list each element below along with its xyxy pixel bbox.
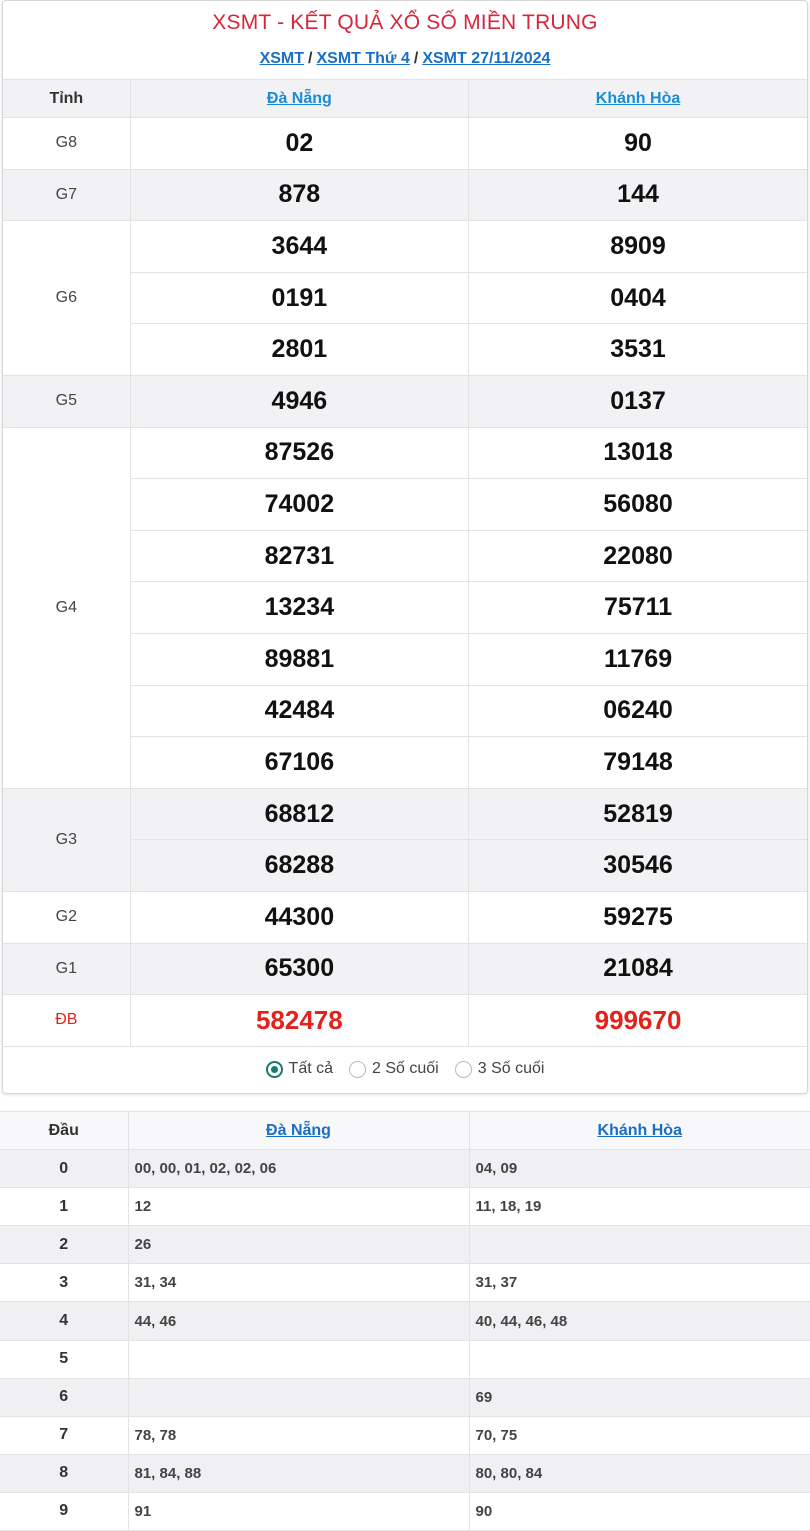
- loto-head-digit: 6: [0, 1378, 128, 1416]
- prize-number-khanh-hoa: 75711: [469, 582, 807, 634]
- loto-values-khanh-hoa: 40, 44, 46, 48: [469, 1302, 810, 1340]
- filter-option-last-3[interactable]: [455, 1060, 545, 1078]
- digit-filter-group: [3, 1045, 807, 1093]
- prize-number-da-nang: 87526: [130, 427, 468, 479]
- loto-values-da-nang: 12: [128, 1188, 469, 1226]
- prize-label: G4: [3, 427, 130, 788]
- prize-number-da-nang: 44300: [130, 891, 468, 943]
- prize-number-da-nang: 02: [130, 118, 468, 170]
- head-column-header: Đầu: [0, 1112, 128, 1150]
- prize-number-khanh-hoa: 56080: [469, 479, 807, 531]
- filter-option-all[interactable]: [266, 1060, 333, 1078]
- loto-row: [0, 1378, 810, 1416]
- loto-values-da-nang: 00, 00, 01, 02, 02, 06: [128, 1150, 469, 1188]
- province-header-da-nang: [130, 80, 468, 118]
- loto-head-digit: 4: [0, 1302, 128, 1340]
- filter-option-label: Tất cả: [288, 1060, 334, 1077]
- prize-number-da-nang: 13234: [130, 582, 468, 634]
- prize-number-da-nang: 0191: [130, 272, 468, 324]
- prize-number-da-nang: 68288: [130, 840, 468, 892]
- loto-values-da-nang: [128, 1340, 469, 1378]
- loto-values-khanh-hoa: 11, 18, 19: [469, 1188, 810, 1226]
- filter-option-label: 3 Số cuối: [477, 1060, 545, 1077]
- prize-number-khanh-hoa: 52819: [469, 788, 807, 840]
- filter-option-label: 2 Số cuối: [372, 1060, 439, 1077]
- loto-values-da-nang: 31, 34: [128, 1264, 469, 1302]
- loto-row: [0, 1188, 810, 1226]
- prize-number-khanh-hoa: 13018: [469, 427, 807, 479]
- loto-row: [0, 1492, 810, 1530]
- loto-values-khanh-hoa: 31, 37: [469, 1264, 810, 1302]
- radio-icon[interactable]: [455, 1061, 472, 1078]
- prize-number-da-nang: 582478: [130, 995, 468, 1047]
- loto-values-da-nang: 26: [128, 1226, 469, 1264]
- loto-values-khanh-hoa: 69: [469, 1378, 810, 1416]
- page-title: XSMT - KẾT QUẢ XỔ SỐ MIỀN TRUNG: [212, 11, 598, 34]
- prize-label: G6: [3, 221, 130, 376]
- province-link-da-nang[interactable]: Đà Nẵng: [266, 89, 332, 107]
- filter-option-last-2[interactable]: [349, 1060, 439, 1078]
- prize-row: [3, 891, 807, 943]
- loto-row: [0, 1302, 810, 1340]
- breadcrumb: [3, 50, 807, 68]
- prize-row: [3, 788, 807, 840]
- loto-values-khanh-hoa: 90: [469, 1492, 810, 1530]
- prize-number-da-nang: 42484: [130, 685, 468, 737]
- loto-province-link-khanh-hoa[interactable]: Khánh Hòa: [597, 1121, 682, 1139]
- loto-head-digit: 0: [0, 1150, 128, 1188]
- loto-row: [0, 1264, 810, 1302]
- loto-values-da-nang: [128, 1378, 469, 1416]
- breadcrumb-separator: /: [413, 50, 419, 67]
- province-link-khanh-hoa[interactable]: Khánh Hòa: [595, 89, 681, 107]
- loto-head-digit: 8: [0, 1454, 128, 1492]
- prize-number-da-nang: 4946: [130, 375, 468, 427]
- loto-header-khanh-hoa: [469, 1112, 810, 1150]
- prize-number-khanh-hoa: 90: [469, 118, 807, 170]
- loto-province-link-da-nang[interactable]: Đà Nẵng: [266, 1121, 331, 1139]
- prize-number-khanh-hoa: 8909: [469, 221, 807, 273]
- prize-number-da-nang: 82731: [130, 530, 468, 582]
- loto-values-khanh-hoa: [469, 1226, 810, 1264]
- loto-row: [0, 1226, 810, 1264]
- loto-table: [0, 1111, 810, 1531]
- results-body: [3, 118, 807, 1047]
- prize-number-khanh-hoa: 21084: [469, 943, 807, 995]
- loto-row: [0, 1454, 810, 1492]
- loto-body: [0, 1150, 810, 1531]
- loto-row: [0, 1340, 810, 1378]
- prize-row: [3, 995, 807, 1047]
- prize-row: [3, 169, 807, 221]
- loto-values-da-nang: 78, 78: [128, 1416, 469, 1454]
- prize-number-da-nang: 878: [130, 169, 468, 221]
- loto-head-digit: 9: [0, 1492, 128, 1530]
- loto-row: [0, 1150, 810, 1188]
- loto-head-digit: 5: [0, 1340, 128, 1378]
- prize-label: G8: [3, 118, 130, 170]
- results-header-row: [3, 80, 807, 118]
- prize-number-khanh-hoa: 144: [469, 169, 807, 221]
- prize-number-khanh-hoa: 22080: [469, 530, 807, 582]
- prize-number-khanh-hoa: 06240: [469, 685, 807, 737]
- prize-label: G2: [3, 891, 130, 943]
- prize-number-khanh-hoa: 0404: [469, 272, 807, 324]
- prize-row: [3, 221, 807, 273]
- prize-row: [3, 427, 807, 479]
- prize-number-da-nang: 74002: [130, 479, 468, 531]
- prize-row: [3, 118, 807, 170]
- prize-number-khanh-hoa: 59275: [469, 891, 807, 943]
- prize-row: [3, 375, 807, 427]
- loto-values-khanh-hoa: 70, 75: [469, 1416, 810, 1454]
- prize-label: G5: [3, 375, 130, 427]
- prize-label: G7: [3, 169, 130, 221]
- loto-head-digit: 1: [0, 1188, 128, 1226]
- loto-head-digit: 2: [0, 1226, 128, 1264]
- prize-label: G3: [3, 788, 130, 891]
- prize-number-da-nang: 68812: [130, 788, 468, 840]
- loto-values-da-nang: 81, 84, 88: [128, 1454, 469, 1492]
- loto-values-da-nang: 91: [128, 1492, 469, 1530]
- breadcrumb-xsmt-link[interactable]: XSMT: [259, 50, 305, 67]
- loto-head-digit: 3: [0, 1264, 128, 1302]
- radio-icon[interactable]: [349, 1061, 366, 1078]
- breadcrumb-date-link[interactable]: XSMT 27/11/2024: [422, 50, 551, 67]
- loto-values-khanh-hoa: 04, 09: [469, 1150, 810, 1188]
- prize-number-khanh-hoa: 11769: [469, 633, 807, 685]
- prize-number-khanh-hoa: 79148: [469, 737, 807, 789]
- radio-selected-icon[interactable]: [266, 1061, 283, 1078]
- breadcrumb-weekday-link[interactable]: XSMT Thứ 4: [316, 50, 410, 67]
- loto-values-da-nang: 44, 46: [128, 1302, 469, 1340]
- prize-number-da-nang: 89881: [130, 633, 468, 685]
- prize-row: [3, 943, 807, 995]
- prize-number-da-nang: 67106: [130, 737, 468, 789]
- province-header-khanh-hoa: [469, 80, 807, 118]
- prize-number-da-nang: 65300: [130, 943, 468, 995]
- loto-header-da-nang: [128, 1112, 469, 1150]
- loto-head-digit: 7: [0, 1416, 128, 1454]
- prize-number-da-nang: 2801: [130, 324, 468, 376]
- results-table: [3, 79, 807, 1047]
- prize-number-khanh-hoa: 30546: [469, 840, 807, 892]
- prize-number-da-nang: 3644: [130, 221, 468, 273]
- prize-number-khanh-hoa: 3531: [469, 324, 807, 376]
- prize-number-khanh-hoa: 0137: [469, 375, 807, 427]
- loto-row: [0, 1416, 810, 1454]
- results-card: [2, 0, 808, 1094]
- province-column-header: Tỉnh: [3, 80, 130, 118]
- loto-values-khanh-hoa: [469, 1340, 810, 1378]
- loto-values-khanh-hoa: 80, 80, 84: [469, 1454, 810, 1492]
- loto-header-row: [0, 1112, 810, 1150]
- prize-number-khanh-hoa: 999670: [469, 995, 807, 1047]
- prize-label: G1: [3, 943, 130, 995]
- prize-label: ĐB: [3, 995, 130, 1047]
- breadcrumb-separator: /: [308, 50, 313, 67]
